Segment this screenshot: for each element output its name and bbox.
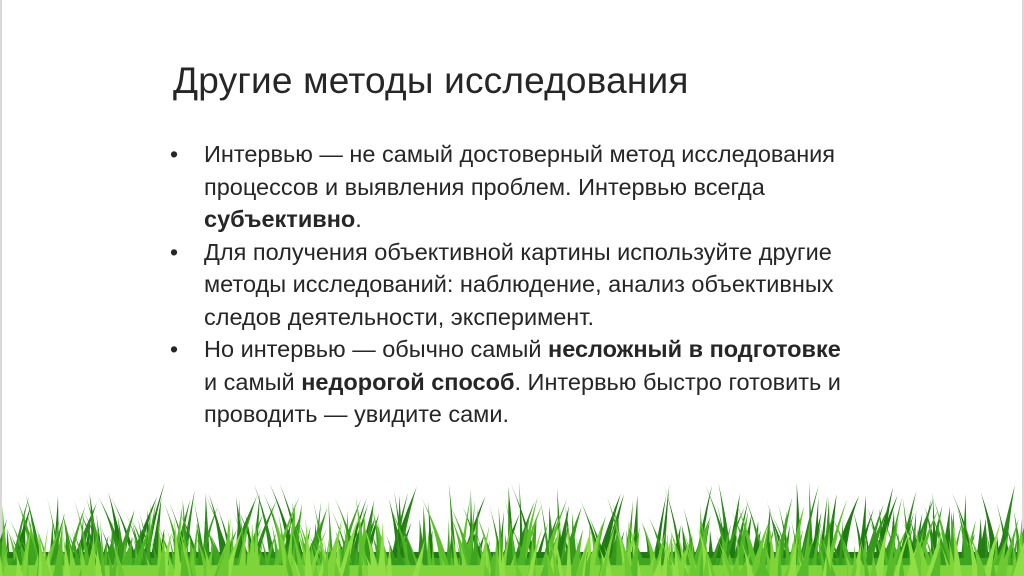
bullet-text — [204, 236, 860, 334]
bullet-segment: . — [355, 206, 362, 232]
bullet-segment: Для получения объективной картины используйте другие методы исследований: наблюдение, анализ объективных следов деятельности, эксперимент. — [204, 238, 834, 330]
bullet-segment-bold: субъективно — [204, 206, 356, 232]
bullet-segment: . Интервью быстро готовить и проводить — увидите сами. — [204, 368, 841, 427]
bullet-marker: • — [170, 238, 179, 265]
bullet-item — [170, 333, 860, 431]
bullet-item — [170, 236, 860, 334]
bullet-marker: • — [170, 336, 179, 362]
bullet-list — [170, 138, 860, 431]
slide-title: Другие методы исследования — [173, 60, 689, 101]
bullet-text — [204, 138, 860, 236]
grass-icon — [0, 426, 1024, 576]
bullet-segment-bold: недорогой способ — [301, 368, 515, 395]
bullet-text — [204, 333, 860, 431]
bullet-segment-bold: несложный в подготовке — [548, 336, 841, 362]
bullet-item — [170, 138, 860, 236]
bullet-segment: и самый — [204, 368, 302, 395]
bullet-segment: Интервью — не самый достоверный метод исследования процессов и выявления проблем. Интервью всегда — [204, 141, 836, 200]
bullet-segment: Но интервью — обычно самый — [204, 336, 548, 362]
bullet-marker: • — [170, 141, 179, 167]
